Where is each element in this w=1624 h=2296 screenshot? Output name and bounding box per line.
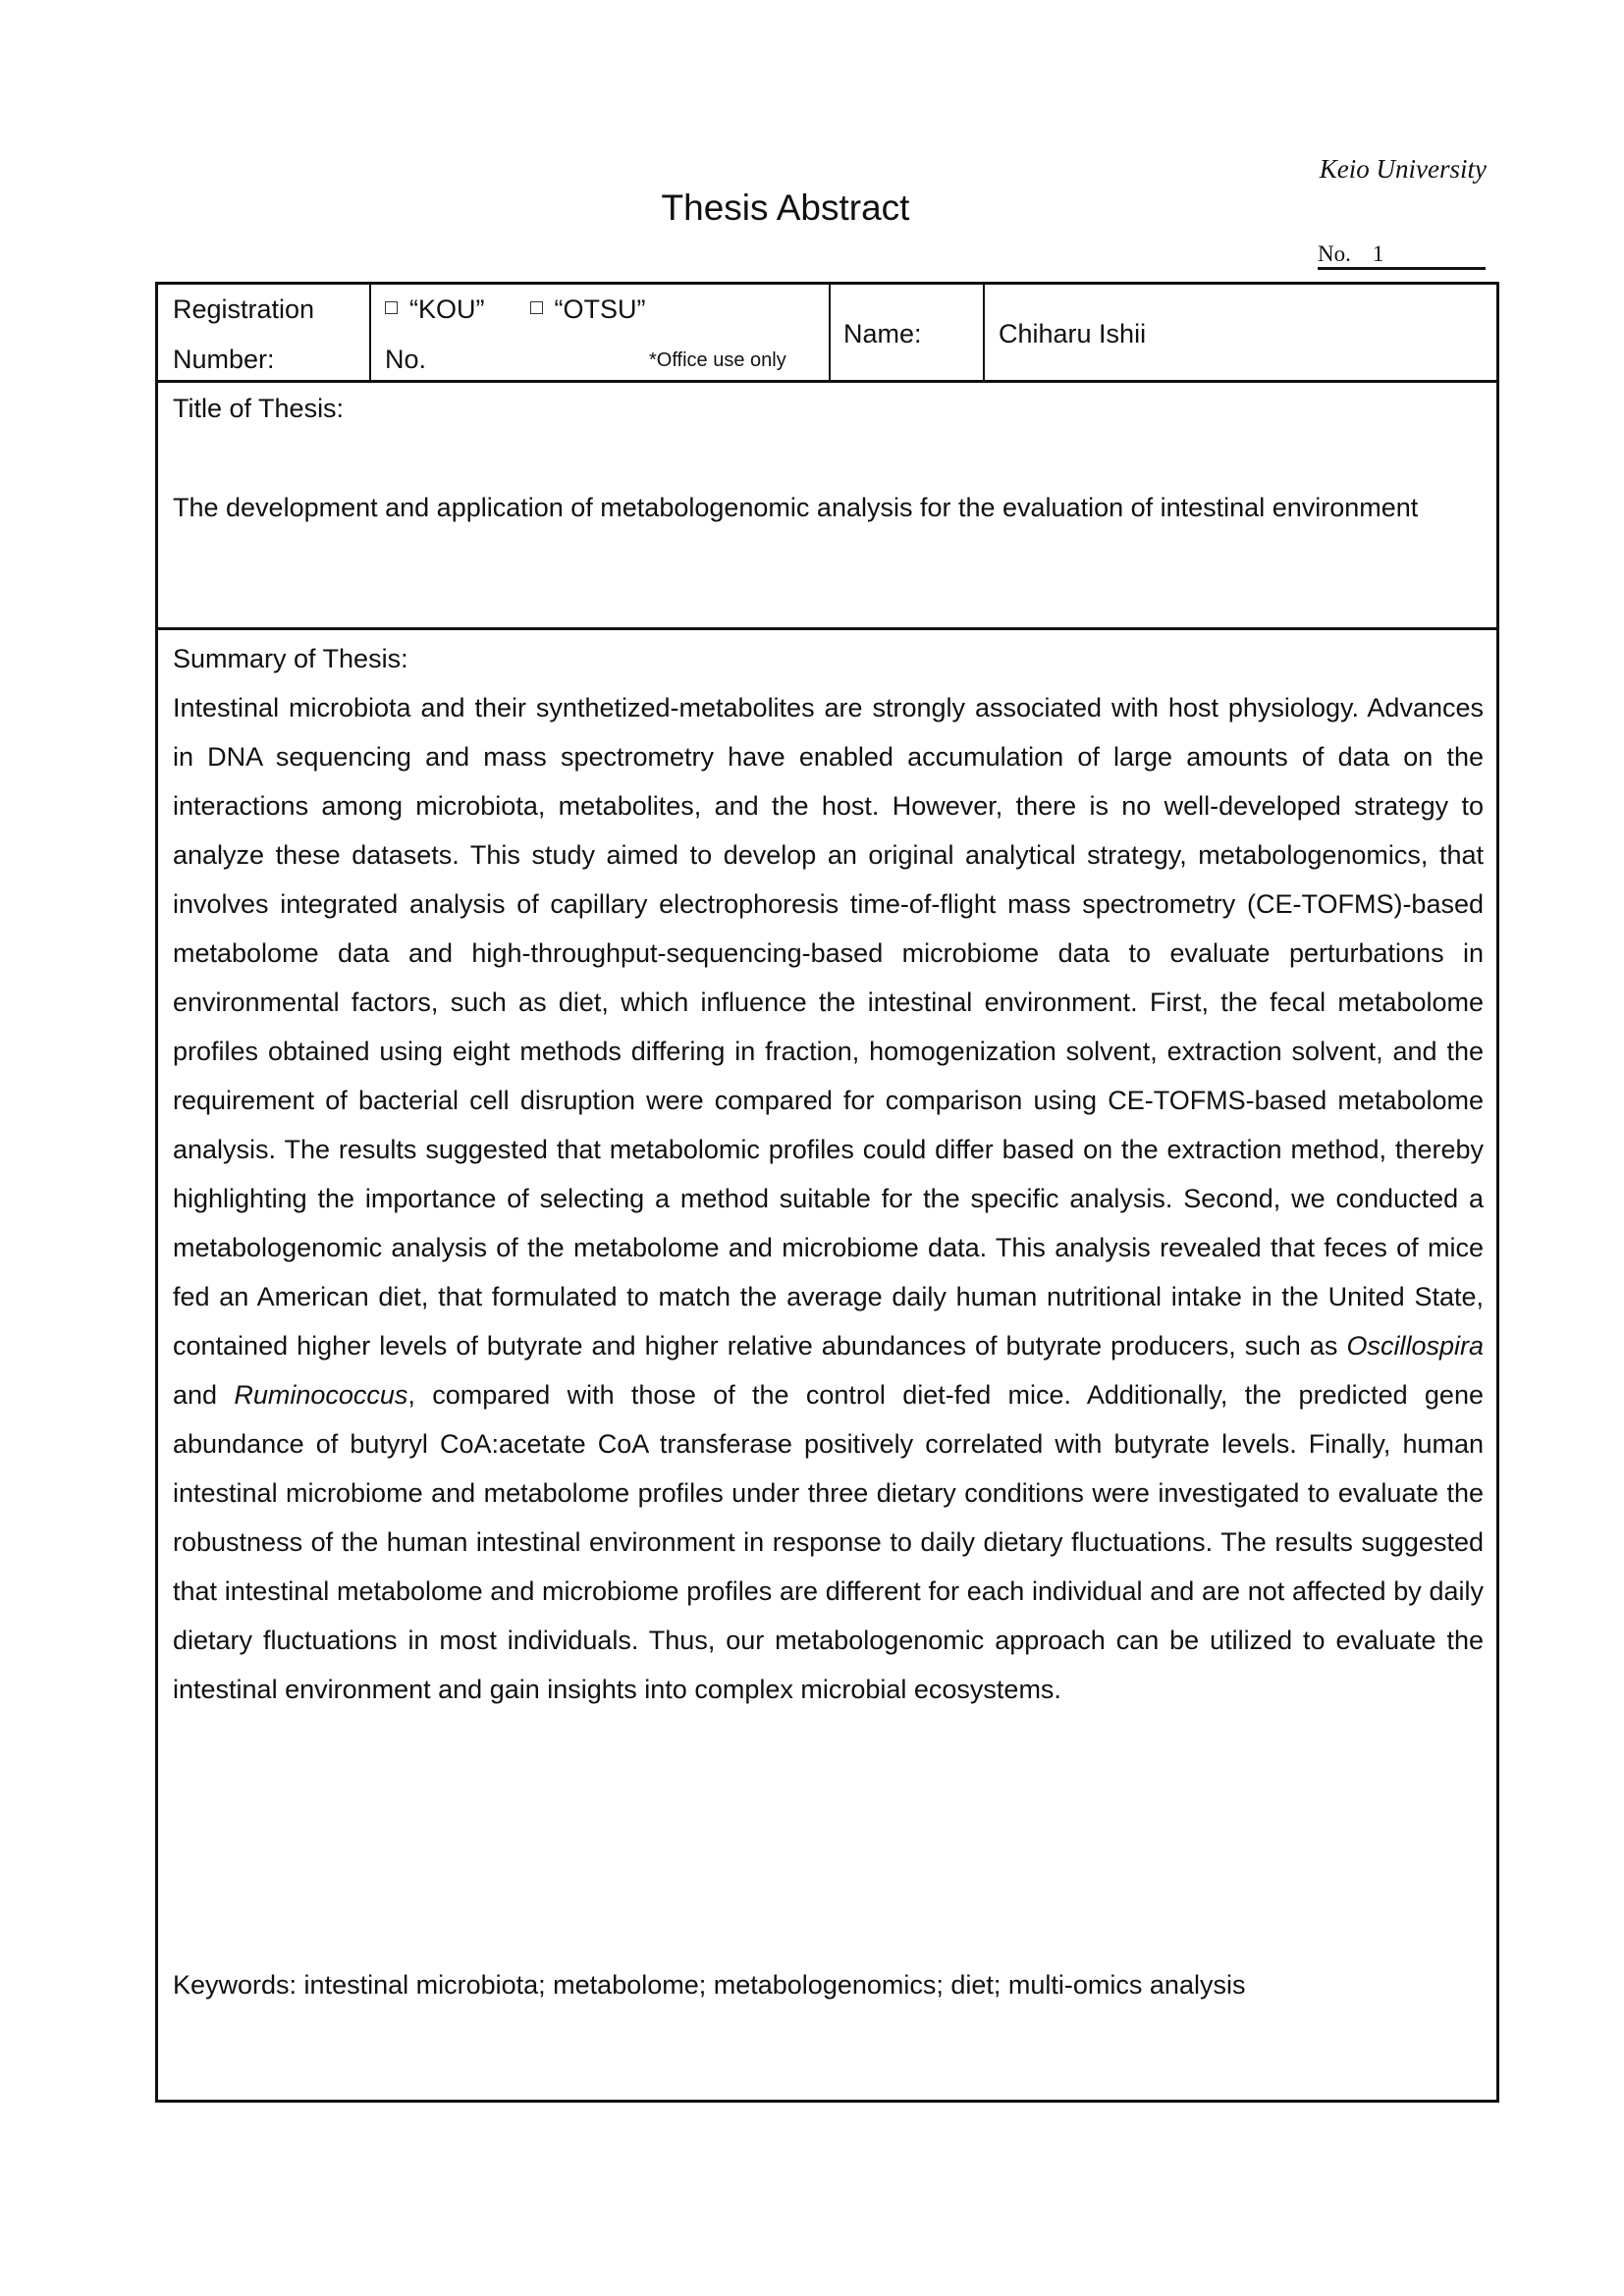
thesis-title-row xyxy=(158,380,1496,630)
name-label: Name: xyxy=(843,319,922,348)
thesis-title-value: The development and application of metabologenomic analysis for the evaluation of intestinal environment xyxy=(173,493,1419,522)
abstract-number xyxy=(1318,240,1486,270)
abstract-number-label: No. xyxy=(1318,241,1351,266)
registration-type-options xyxy=(385,285,645,334)
option-kou[interactable] xyxy=(385,285,485,334)
registration-number-label: Number: xyxy=(173,345,275,374)
kou-checkbox-icon[interactable] xyxy=(385,301,398,314)
summary-label: Summary of Thesis: xyxy=(173,644,408,673)
university-name: Keio University xyxy=(1319,154,1487,184)
abstract-form xyxy=(155,282,1499,2103)
option-otsu[interactable] xyxy=(530,285,646,334)
office-use-note: *Office use only xyxy=(649,349,786,371)
abstract-number-value: 1 xyxy=(1372,241,1384,266)
option-kou-label: “KOU” xyxy=(409,294,485,324)
summary-row xyxy=(158,630,1496,2100)
genus-oscillospira: Oscillospira xyxy=(1346,1331,1484,1361)
registration-value-cell xyxy=(371,285,831,380)
summary-text-1: Intestinal microbiota and their synthetized-metabolites are strongly associated with host physiology. Advances in DNA sequencing and mass spectrometry have enabled accumulation of large amounts of data on the interactions among microbiota, metabolites, and the host. However, there is no well-developed strategy to analyze these datasets. This study aimed to develop an original analytical strategy, metabologenomics, that involves integrated analysis of capillary electrophoresis time-of-flight mass spectrometry (CE-TOFMS)-based metabolome data and high-throughput-sequencing-based microbiome data to evaluate perturbations in environmental factors, such as diet, which influence the intestinal environment. First, the fecal metabolome profiles obtained using eight methods differing in fraction, homogenization solvent, extraction solvent, and the requirement of bacterial cell disruption were compared for comparison using CE-TOFMS-based metabolome analysis. The results suggested that metabolomic profiles could differ based on the extraction method, thereby highlighting the importance of selecting a method suitable for the specific analysis. Second, we conducted a metabologenomic analysis of the metabolome and microbiome data. This analysis revealed that feces of mice fed an American diet, that formulated to match the average daily human nutritional intake in the United State, contained higher levels of butyrate and higher relative abundances of butyrate producers, such as xyxy=(173,693,1484,1361)
thesis-title-label: Title of Thesis: xyxy=(173,394,345,423)
summary-text-3: , compared with those of the control diet-fed mice. Additionally, the predicted gene abundance of butyryl CoA:acetate CoA transferase positively correlated with butyrate levels. Finally, human intestinal microbiome and metabolome profiles under three dietary conditions were investigated to evaluate the robustness of the human intestinal environment in response to daily dietary fluctuations. The results suggested that intestinal metabolome and microbiome profiles are different for each individual and are not affected by daily dietary fluctuations in most individuals. Thus, our metabologenomic approach can be utilized to evaluate the intestinal environment and gain insights into complex microbial ecosystems. xyxy=(173,1380,1484,1704)
registration-row xyxy=(158,285,1496,383)
genus-ruminococcus: Ruminococcus xyxy=(234,1380,408,1410)
name-label-cell xyxy=(831,285,985,380)
document-title: Thesis Abstract xyxy=(661,187,910,228)
summary-text-2: and xyxy=(173,1380,235,1410)
summary-body xyxy=(173,683,1484,1714)
name-value-cell xyxy=(985,285,1496,380)
registration-label: Registration xyxy=(173,294,315,324)
name-value: Chiharu Ishii xyxy=(999,319,1147,348)
otsu-checkbox-icon[interactable] xyxy=(530,301,543,314)
option-otsu-label: “OTSU” xyxy=(554,294,646,324)
registration-label-cell xyxy=(158,285,371,380)
registration-no-label: No. xyxy=(385,345,427,374)
keywords: Keywords: intestinal microbiota; metabolome; metabologenomics; diet; multi-omics analysis xyxy=(173,1970,1246,2000)
